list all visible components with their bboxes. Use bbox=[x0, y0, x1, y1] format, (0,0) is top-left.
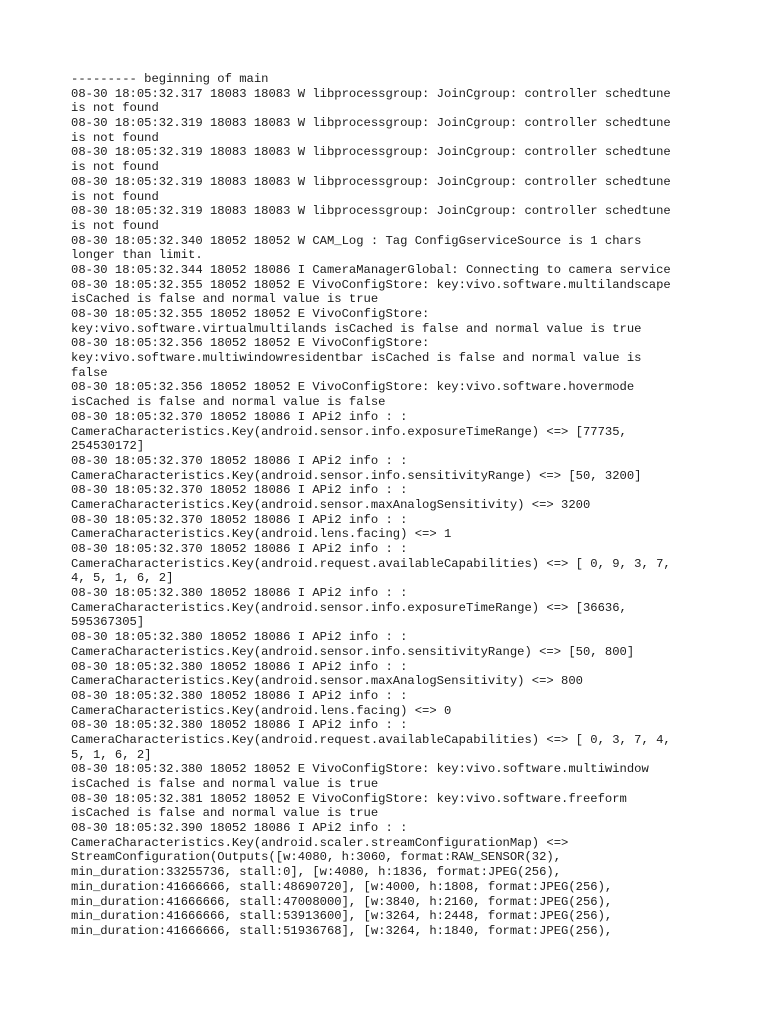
log-line: 4, 5, 1, 6, 2] bbox=[71, 571, 174, 586]
log-line: is not found bbox=[71, 101, 159, 116]
log-line: min_duration:41666666, stall:51936768], [w:3264, h:1840, format:JPEG(256), bbox=[71, 923, 613, 938]
log-line: CameraCharacteristics.Key(android.sensor.maxAnalogSensitivity) <=> 800 bbox=[71, 674, 583, 689]
log-line: CameraCharacteristics.Key(android.sensor.info.exposureTimeRange) <=> [36636, bbox=[71, 600, 627, 615]
log-line: StreamConfiguration(Outputs([w:4080, h:3060, format:RAW_SENSOR(32), bbox=[71, 850, 562, 865]
log-line: min_duration:33255736, stall:0], [w:4080, h:1836, format:JPEG(256), bbox=[71, 865, 562, 880]
log-line: 08-30 18:05:32.356 18052 18052 E VivoConfigStore: key:vivo.software.hovermode bbox=[71, 380, 635, 395]
log-line: 08-30 18:05:32.380 18052 18086 I APi2 info : : bbox=[71, 659, 408, 674]
log-line: CameraCharacteristics.Key(android.sensor.info.sensitivityRange) <=> [50, 800] bbox=[71, 644, 635, 659]
log-line: isCached is false and normal value is false bbox=[71, 395, 386, 410]
log-line: CameraCharacteristics.Key(android.scaler.streamConfigurationMap) <=> bbox=[71, 835, 569, 850]
log-line: longer than limit. bbox=[71, 248, 203, 263]
log-line: 254530172] bbox=[71, 439, 145, 454]
log-line: CameraCharacteristics.Key(android.request.availableCapabilities) <=> [ 0, 9, 3, 7, bbox=[71, 556, 671, 571]
log-line: CameraCharacteristics.Key(android.lens.facing) <=> 1 bbox=[71, 527, 452, 542]
log-line: 5, 1, 6, 2] bbox=[71, 747, 152, 762]
log-line: CameraCharacteristics.Key(android.sensor.maxAnalogSensitivity) <=> 3200 bbox=[71, 497, 591, 512]
log-line: min_duration:41666666, stall:47008000], [w:3840, h:2160, format:JPEG(256), bbox=[71, 894, 613, 909]
log-line: 08-30 18:05:32.370 18052 18086 I APi2 info : : bbox=[71, 542, 408, 556]
log-line: min_duration:41666666, stall:53913600], [w:3264, h:2448, format:JPEG(256), bbox=[71, 909, 613, 924]
log-line: 08-30 18:05:32.319 18083 18083 W libprocessgroup: JoinCgroup: controller schedtune bbox=[71, 116, 671, 131]
log-line: 08-30 18:05:32.355 18052 18052 E VivoConfigStore: bbox=[71, 307, 430, 321]
log-line: min_duration:41666666, stall:48690720], [w:4000, h:1808, format:JPEG(256), bbox=[71, 879, 613, 894]
log-line: 08-30 18:05:32.380 18052 18052 E VivoConfigStore: key:vivo.software.multiwindow bbox=[71, 762, 649, 777]
log-line: false bbox=[71, 365, 108, 380]
log-line: 08-30 18:05:32.380 18052 18086 I APi2 info : : bbox=[71, 688, 408, 703]
log-text-block bbox=[71, 72, 701, 939]
log-line: isCached is false and normal value is true bbox=[71, 806, 379, 821]
log-line: 08-30 18:05:32.355 18052 18052 E VivoConfigStore: key:vivo.software.multilandscape bbox=[71, 277, 671, 292]
log-line: 08-30 18:05:32.317 18083 18083 W libprocessgroup: JoinCgroup: controller schedtune bbox=[71, 86, 671, 101]
log-line: 08-30 18:05:32.370 18052 18086 I APi2 info : : bbox=[71, 483, 408, 498]
log-line: 08-30 18:05:32.370 18052 18086 I APi2 info : : bbox=[71, 409, 408, 424]
log-line: 08-30 18:05:32.356 18052 18052 E VivoConfigStore: bbox=[71, 336, 430, 351]
log-line: CameraCharacteristics.Key(android.sensor.info.exposureTimeRange) <=> [77735, bbox=[71, 424, 627, 439]
log-line: 08-30 18:05:32.380 18052 18086 I APi2 info : : bbox=[71, 718, 408, 733]
log-line: CameraCharacteristics.Key(android.sensor.info.sensitivityRange) <=> [50, 3200] bbox=[71, 468, 642, 483]
log-line: key:vivo.software.virtualmultilands isCached is false and normal value is true bbox=[71, 321, 642, 336]
log-line: 08-30 18:05:32.319 18083 18083 W libprocessgroup: JoinCgroup: controller schedtune bbox=[71, 204, 671, 219]
log-line: 08-30 18:05:32.370 18052 18086 I APi2 info : : bbox=[71, 512, 408, 527]
log-line: 595367305] bbox=[71, 615, 145, 630]
log-line: 08-30 18:05:32.319 18083 18083 W libprocessgroup: JoinCgroup: controller schedtune bbox=[71, 174, 671, 189]
log-line: is not found bbox=[71, 189, 159, 204]
log-line: 08-30 18:05:32.380 18052 18086 I APi2 info : : bbox=[71, 586, 408, 601]
log-line: 08-30 18:05:32.370 18052 18086 I APi2 info : : bbox=[71, 453, 408, 468]
log-line: is not found bbox=[71, 130, 159, 145]
log-line: key:vivo.software.multiwindowresidentbar isCached is false and normal value is bbox=[71, 351, 642, 366]
log-line: --------- beginning of main bbox=[71, 72, 269, 86]
log-line: 08-30 18:05:32.380 18052 18086 I APi2 info : : bbox=[71, 630, 408, 645]
log-line: is not found bbox=[71, 218, 159, 233]
log-line: isCached is false and normal value is true bbox=[71, 292, 379, 307]
log-line: 08-30 18:05:32.381 18052 18052 E VivoConfigStore: key:vivo.software.freeform bbox=[71, 791, 627, 806]
log-line: is not found bbox=[71, 160, 159, 175]
log-line: 08-30 18:05:32.340 18052 18052 W CAM_Log : Tag ConfigGserviceSource is 1 chars bbox=[71, 233, 642, 248]
log-line: CameraCharacteristics.Key(android.lens.facing) <=> 0 bbox=[71, 703, 452, 718]
log-line: CameraCharacteristics.Key(android.request.availableCapabilities) <=> [ 0, 3, 7, 4, bbox=[71, 732, 671, 747]
log-line: isCached is false and normal value is true bbox=[71, 777, 379, 791]
log-line: 08-30 18:05:32.344 18052 18086 I CameraManagerGlobal: Connecting to camera service bbox=[71, 262, 671, 277]
log-line: 08-30 18:05:32.319 18083 18083 W libprocessgroup: JoinCgroup: controller schedtune bbox=[71, 145, 671, 160]
log-line: 08-30 18:05:32.390 18052 18086 I APi2 info : : bbox=[71, 821, 408, 836]
